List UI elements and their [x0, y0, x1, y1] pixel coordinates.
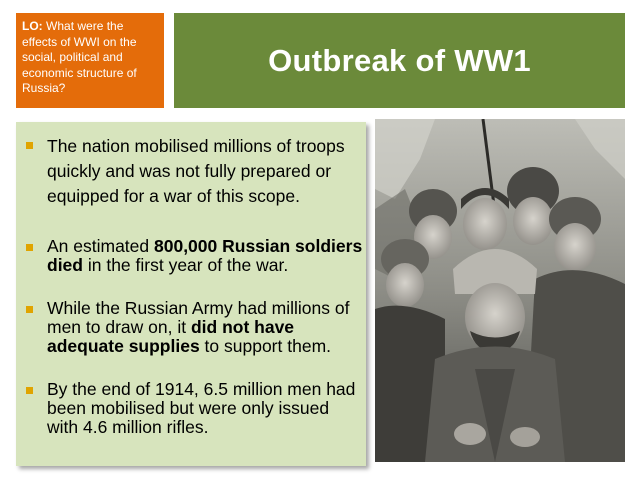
square-bullet-icon: [26, 387, 33, 394]
lo-label: LO:: [22, 19, 43, 33]
learning-objective-box: [16, 13, 164, 108]
bullet-text-part: to support them.: [199, 336, 332, 356]
bullet-text-part: in the first year of the war.: [82, 255, 289, 275]
bullet-text-part: By the end of 1914, 6.5 million men had been mobilised but were only issued with 4.6 million rifles.: [47, 379, 356, 437]
slide-title: Outbreak of WW1: [268, 42, 531, 78]
bullet-text-part: An estimated: [47, 236, 154, 256]
bullet-emphasis: did not have adequate supplies: [47, 317, 295, 356]
title-bar: [174, 13, 625, 108]
bullet-text: [47, 299, 363, 356]
bullet-text-part: While the Russian Army had millions of men to draw on, it: [47, 298, 350, 337]
lo-question: What were the effects of WWI on the social, political and economic structure of Russia?: [22, 19, 137, 95]
square-bullet-icon: [26, 306, 33, 313]
bullet-text: [47, 380, 363, 437]
square-bullet-icon: [26, 244, 33, 251]
soldiers-photo: [375, 119, 625, 462]
square-bullet-icon: [26, 142, 33, 149]
bullet-emphasis: 800,000 Russian soldiers died: [47, 236, 363, 275]
soldiers-photo-icon: [375, 119, 625, 462]
bullet-text: [47, 237, 363, 275]
bullet-text-part: The nation mobilised millions of troops quickly and was not fully prepared or equipped for a war of this scope.: [47, 136, 345, 206]
content-panel: [16, 122, 366, 466]
bullet-text: [47, 134, 363, 209]
